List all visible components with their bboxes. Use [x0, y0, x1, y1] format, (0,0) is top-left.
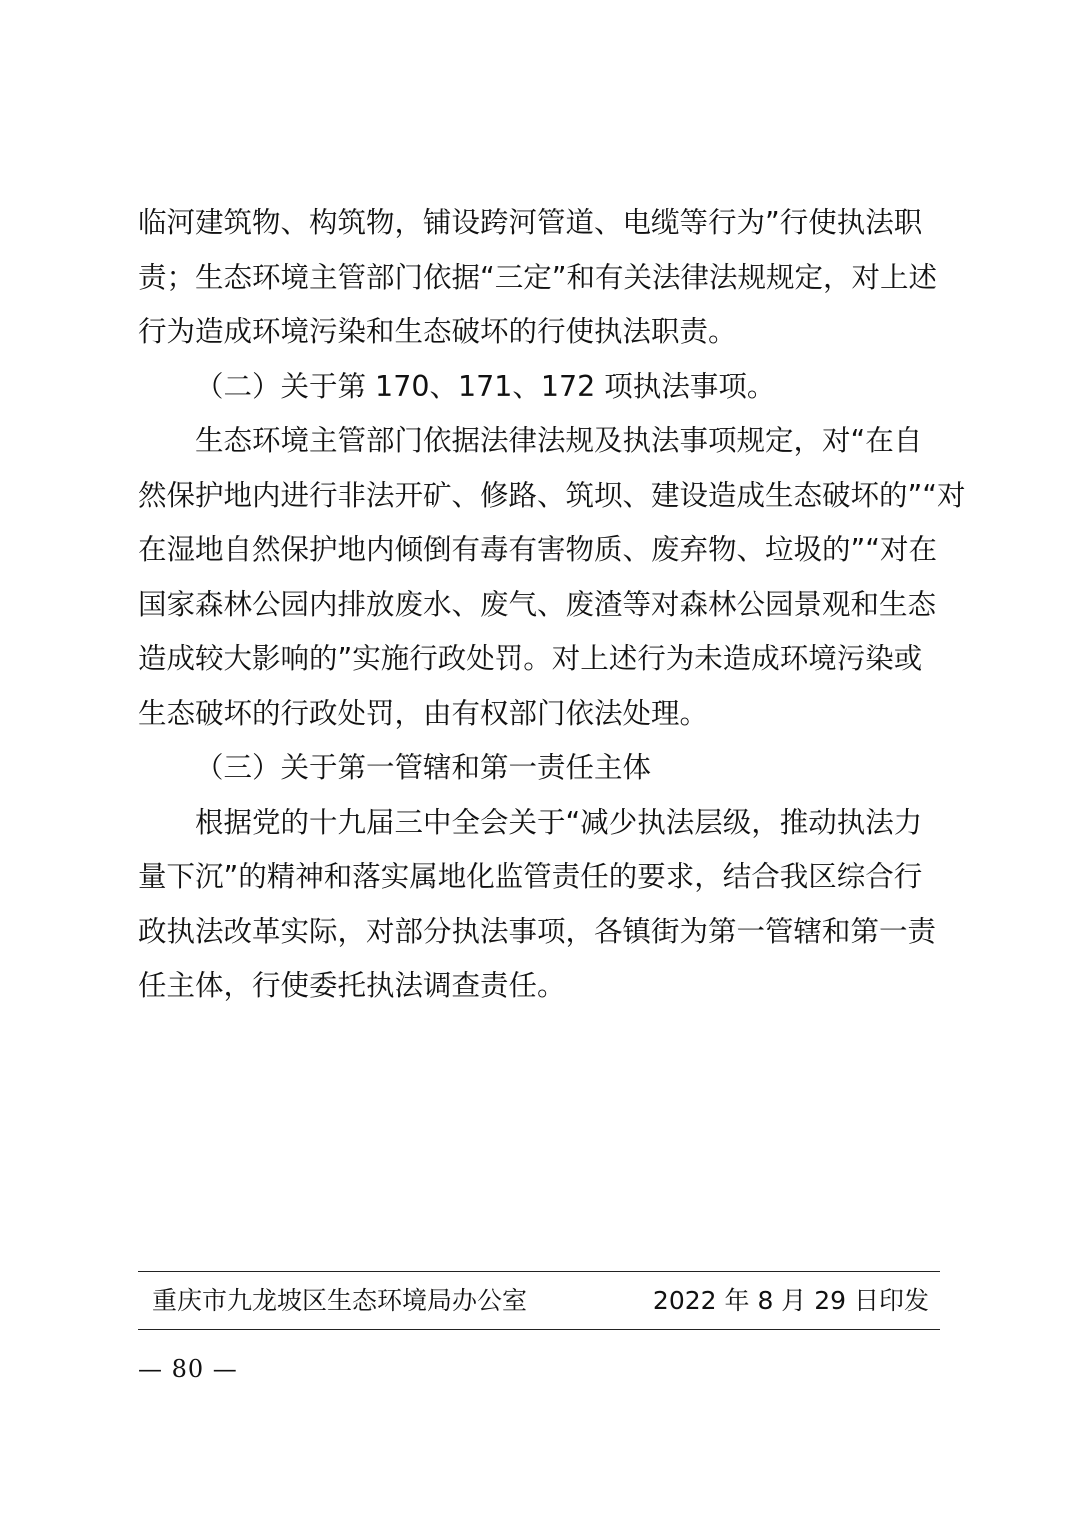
body-line: 国家森林公园内排放废水、废气、废渣等对森林公园景观和生态 [138, 587, 937, 621]
section-heading-3: （三）关于第一管辖和第一责任主体 [195, 751, 652, 784]
body-line: 责；生态环境主管部门依据“三定”和有关法律法规规定，对上述 [138, 260, 938, 294]
footer-top-rule [138, 1271, 940, 1272]
body-line: 临河建筑物、构筑物，铺设跨河管道、电缆等行为”行使执法职 [138, 206, 923, 239]
body-line: 生态环境主管部门依据法律法规及执法事项规定，对“在自 [195, 424, 923, 457]
body-line: 然保护地内进行非法开矿、修路、筑坝、建设造成生态破坏的”“对 [138, 478, 966, 512]
footer-organization: 重庆市九龙坡区生态环境局办公室 [152, 1286, 528, 1315]
section-heading-2: （二）关于第 170、171、172 项执法事项。 [195, 369, 776, 403]
body-line: 行为造成环境污染和生态破坏的行使执法职责。 [138, 315, 737, 348]
body-line: 任主体，行使委托执法调查责任。 [138, 969, 566, 1002]
body-line: 生态破坏的行政处罚，由有权部门依法处理。 [138, 696, 709, 730]
footer-bottom-rule [138, 1329, 940, 1330]
body-line: 量下沉”的精神和落实属地化监管责任的要求，结合我区综合行 [138, 860, 923, 893]
footer-print-date: 2022 年 8 月 29 日印发 [652, 1286, 929, 1315]
page-number: — 80 — [138, 1355, 238, 1383]
body-line: 造成较大影响的”实施行政处罚。对上述行为未造成环境污染或 [138, 642, 923, 675]
body-line: 在湿地自然保护地内倾倒有毒有害物质、废弃物、垃圾的”“对在 [138, 533, 938, 566]
document-body [138, 196, 966, 1014]
body-line: 政执法改革实际，对部分执法事项，各镇街为第一管辖和第一责 [138, 914, 937, 948]
body-line: 根据党的十九届三中全会关于“减少执法层级，推动执法力 [195, 805, 923, 839]
